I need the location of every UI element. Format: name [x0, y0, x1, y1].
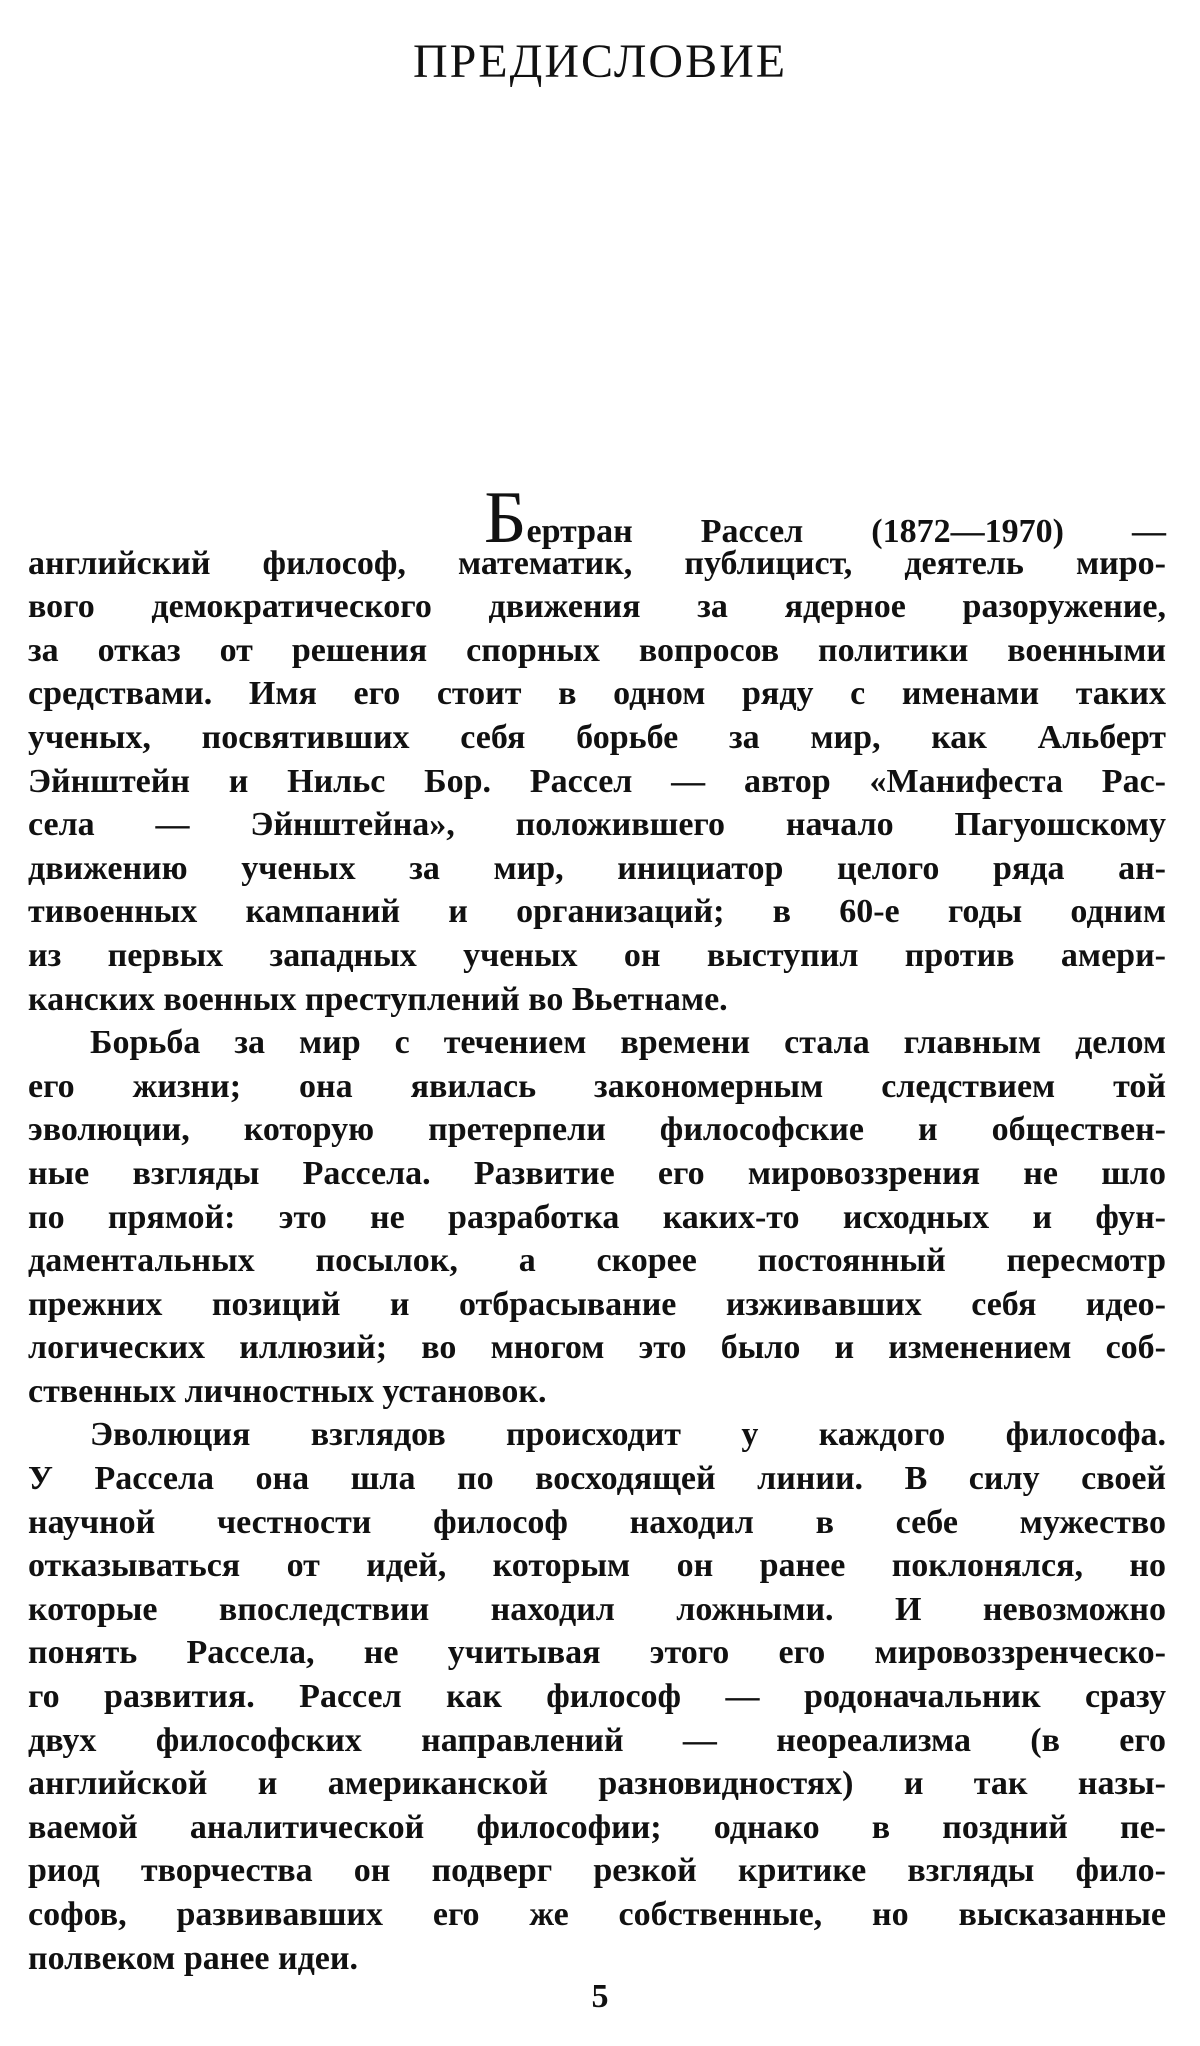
text-line: средствами. Имя его стоит в одном ряду с именами таких — [28, 675, 1166, 713]
text-line: го развития. Рассел как философ — родоначальник сразу — [28, 1678, 1166, 1716]
text-line: английской и американской разновидностях) и так назы- — [28, 1765, 1166, 1803]
text-line: английский философ, математик, публицист, деятель миро- — [28, 544, 1166, 582]
page-number: 5 — [591, 1978, 609, 2015]
drop-cap: Б — [484, 477, 527, 559]
text-line: за отказ от решения спорных вопросов политики военными — [28, 631, 1166, 669]
text-line: канских военных преступлений во Вьетнаме. — [28, 980, 728, 1018]
text-line: понять Рассела, не учитывая этого его мировоззренческо- — [28, 1634, 1166, 1672]
text-line: эволюции, которую претерпели философские и обществен- — [28, 1111, 1166, 1149]
text-line: даментальных посылок, а скорее постоянный пересмотр — [28, 1242, 1166, 1280]
text-line: У Рассела она шла по восходящей линии. В силу своей — [28, 1460, 1166, 1498]
text-line: полвеком ранее идеи. — [28, 1939, 358, 1977]
text-line: научной честности философ находил в себе мужество — [28, 1503, 1166, 1541]
body-text — [28, 477, 1166, 1980]
text-line: села — Эйнштейна», положившего начало Пагуошскому — [28, 806, 1166, 844]
text-line: вого демократического движения за ядерное разоружение, — [28, 588, 1166, 626]
paragraph-start: Эволюция взглядов происходит у каждого философа. — [90, 1416, 1166, 1454]
paragraph-start: Борьба за мир с течением времени стала главным делом — [90, 1024, 1166, 1062]
text-line: которые впоследствии находил ложными. И невозможно — [28, 1590, 1166, 1628]
text-line: его жизни; она явилась закономерным следствием той — [28, 1067, 1166, 1105]
text-line: из первых западных ученых он выступил против амери- — [28, 936, 1166, 974]
first-line-text: ертран Рассел (1872—1970) — — [526, 513, 1166, 550]
first-line — [28, 477, 1166, 559]
text-line: Эйнштейн и Нильс Бор. Рассел — автор «Манифеста Рас- — [28, 762, 1166, 800]
text-line: риод творчества он подверг резкой критике взгляды фило- — [28, 1852, 1166, 1890]
text-line: логических иллюзий; во многом это было и изменением соб- — [28, 1329, 1166, 1367]
text-line: софов, развивавших его же собственные, но высказанные — [28, 1896, 1166, 1933]
text-line: ваемой аналитической философии; однако в поздний пе- — [28, 1808, 1166, 1846]
text-line: ные взгляды Рассела. Развитие его мировоззрения не шло — [28, 1154, 1166, 1192]
text-line: по прямой: это не разработка каких-то исходных и фун- — [28, 1198, 1166, 1236]
text-line: отказываться от идей, которым он ранее поклонялся, но — [28, 1547, 1166, 1585]
text-line: тивоенных кампаний и организаций; в 60-е годы одним — [28, 893, 1166, 931]
text-line: движению ученых за мир, инициатор целого ряда ан- — [28, 849, 1166, 887]
text-line: двух философских направлений — неореализма (в его — [28, 1721, 1166, 1759]
text-line: прежних позиций и отбрасывание изживавших себя идео- — [28, 1285, 1166, 1323]
text-line: ственных личностных установок. — [28, 1372, 547, 1410]
text-line: ученых, посвятивших себя борьбе за мир, как Альберт — [28, 718, 1166, 756]
chapter-title: ПРЕДИСЛОВИЕ — [412, 35, 788, 88]
